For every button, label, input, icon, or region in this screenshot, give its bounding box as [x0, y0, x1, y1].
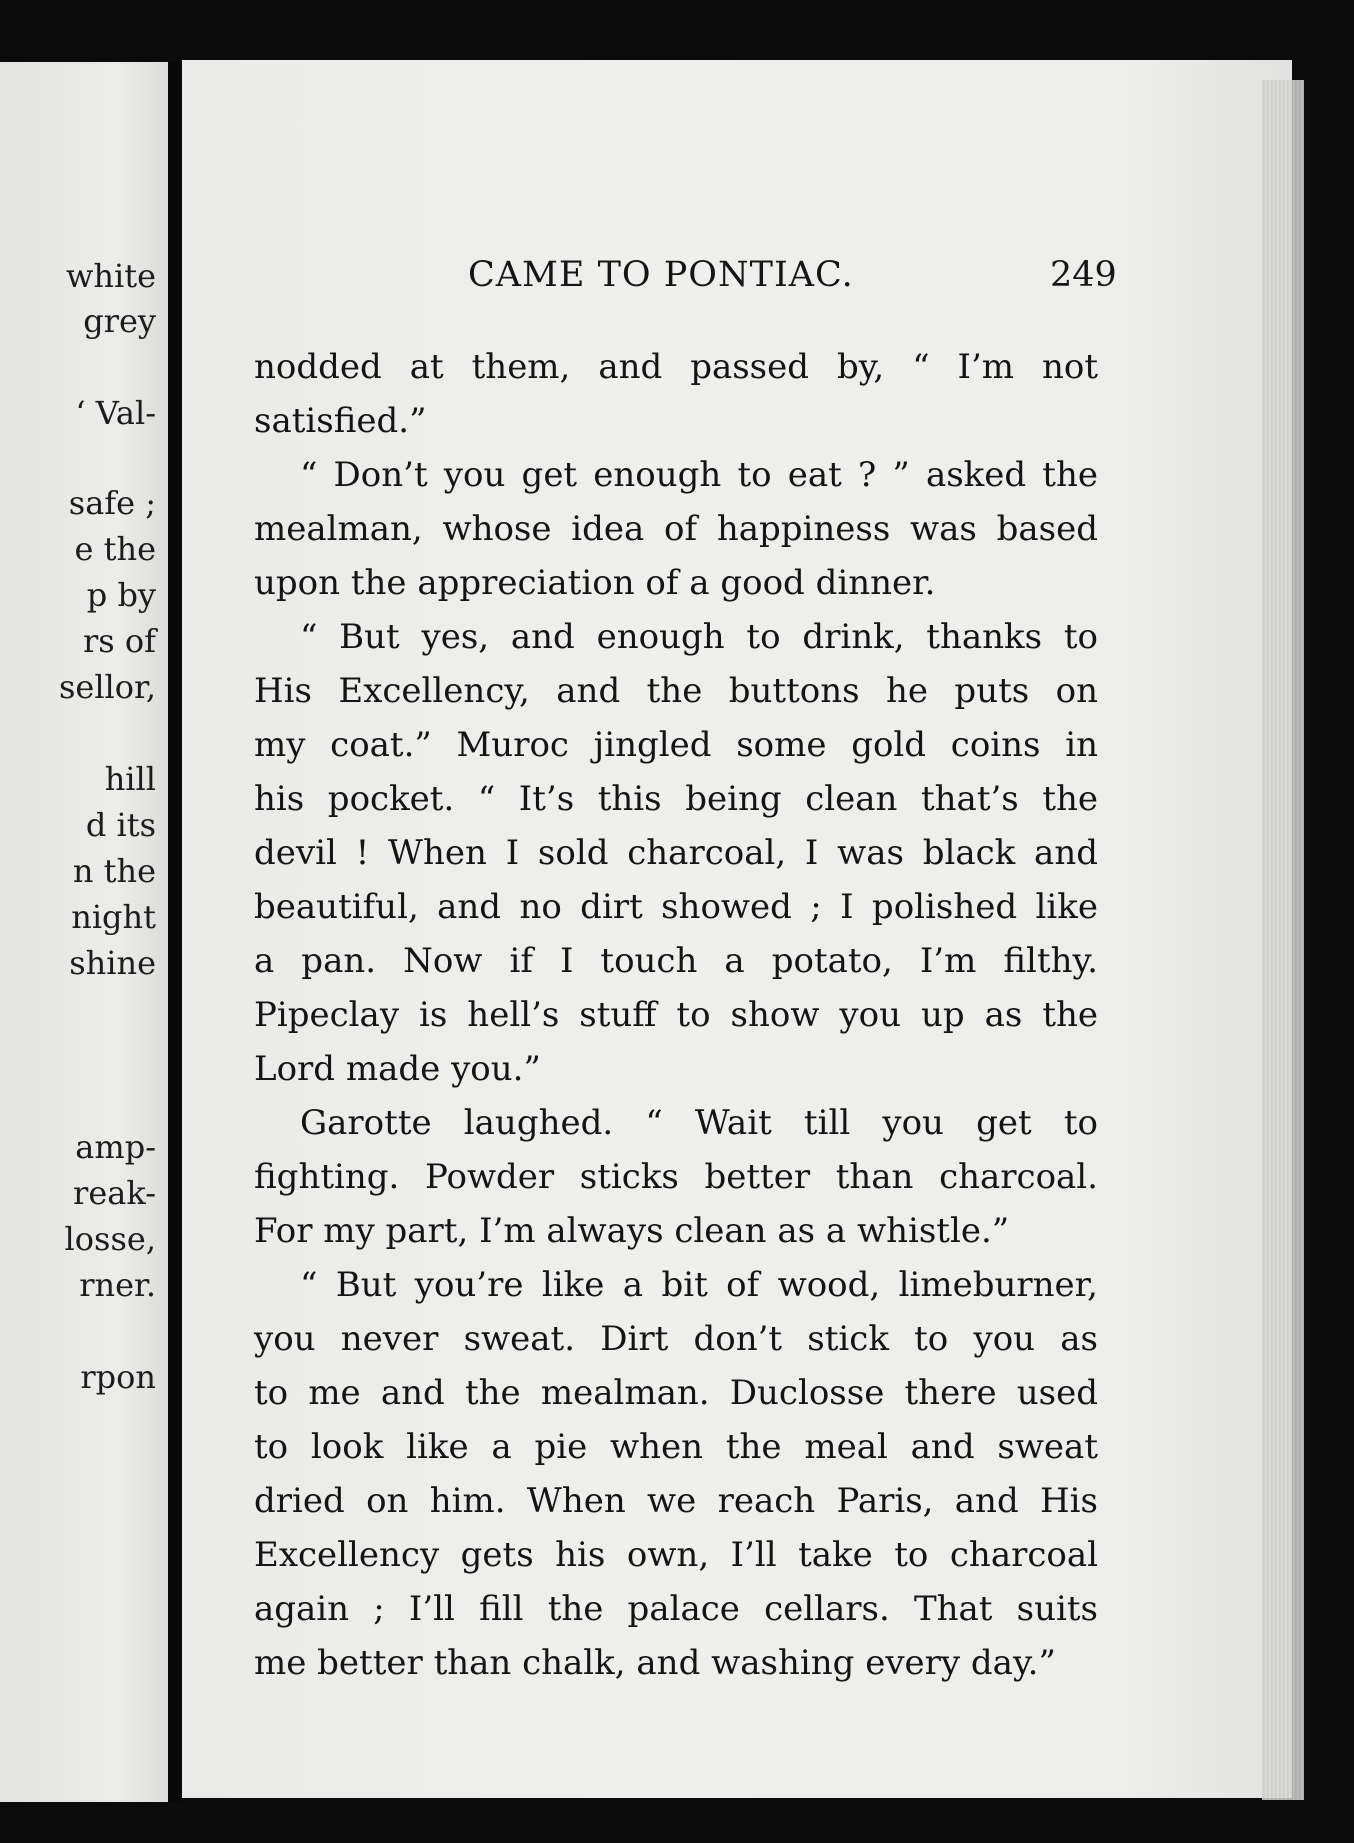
text-line: fighting. Powder sticks better than charcoal. [254, 1157, 1098, 1197]
text-line: Garotte laughed. “ Wait till you get to [300, 1103, 1098, 1143]
left-page-fragment: losse, [64, 1220, 156, 1258]
text-line: me better than chalk, and washing every day.” [254, 1643, 1056, 1683]
text-line: For my part, I’m always clean as a whistle.” [254, 1211, 1010, 1251]
text-line: again ; I’ll fill the palace cellars. That suits [254, 1589, 1098, 1629]
left-page-fragment: d its [85, 806, 156, 844]
right-page [182, 60, 1292, 1798]
left-page-fragment: e the [74, 530, 156, 568]
left-facing-page [0, 62, 168, 1802]
book-gutter [168, 62, 182, 1802]
text-line: to look like a pie when the meal and sweat [254, 1427, 1098, 1467]
text-line: “ But yes, and enough to drink, thanks to [300, 617, 1098, 657]
left-page-fragment: n the [72, 852, 156, 890]
text-line: Pipeclay is hell’s stuff to show you up as the [254, 995, 1098, 1035]
text-line: mealman, whose idea of happiness was based [254, 509, 1098, 549]
left-page-fragment: hill [104, 760, 156, 798]
page-number: 249 [1050, 255, 1117, 295]
text-line: my coat.” Muroc jingled some gold coins in [254, 725, 1098, 765]
left-page-fragment: rs of [83, 622, 156, 660]
left-page-fragment: rpon [80, 1358, 156, 1396]
text-line: devil ! When I sold charcoal, I was black and [254, 833, 1098, 873]
left-page-fragment: rner. [79, 1266, 156, 1304]
left-page-fragment: reak- [73, 1174, 156, 1212]
text-line: nodded at them, and passed by, “ I’m not [254, 347, 1098, 387]
left-page-fragment: night [71, 898, 156, 936]
text-line: Lord made you.” [254, 1049, 541, 1089]
text-line: satisfied.” [254, 401, 427, 441]
text-line: you never sweat. Dirt don’t stick to you as [254, 1319, 1098, 1359]
text-line: His Excellency, and the buttons he puts on [254, 671, 1098, 711]
body-text [254, 340, 1098, 1690]
left-page-fragment: white [65, 257, 156, 295]
text-line: beautiful, and no dirt showed ; I polished like [254, 887, 1098, 927]
left-page-fragment: p by [86, 576, 156, 614]
text-line: to me and the mealman. Duclosse there used [254, 1373, 1098, 1413]
running-header [182, 255, 1292, 299]
left-page-fragment: amp- [75, 1128, 156, 1166]
left-page-fragment: grey [83, 302, 156, 340]
text-line: upon the appreciation of a good dinner. [254, 563, 936, 603]
left-page-fragment: shine [69, 944, 156, 982]
text-line: “ Don’t you get enough to eat ? ” asked the [300, 455, 1098, 495]
page-edge-stack [1262, 80, 1304, 1800]
left-page-fragment: safe ; [68, 484, 156, 522]
text-line: Excellency gets his own, I’ll take to charcoal [254, 1535, 1098, 1575]
text-line: a pan. Now if I touch a potato, I’m filthy. [254, 941, 1098, 981]
text-line: “ But you’re like a bit of wood, limeburner, [300, 1265, 1098, 1305]
left-page-fragment: ‘ Val- [75, 394, 156, 432]
text-line: his pocket. “ It’s this being clean that’s the [254, 779, 1098, 819]
left-page-fragment: sellor, [58, 668, 156, 706]
running-title: CAME TO PONTIAC. [468, 255, 854, 295]
text-line: dried on him. When we reach Paris, and His [254, 1481, 1098, 1521]
